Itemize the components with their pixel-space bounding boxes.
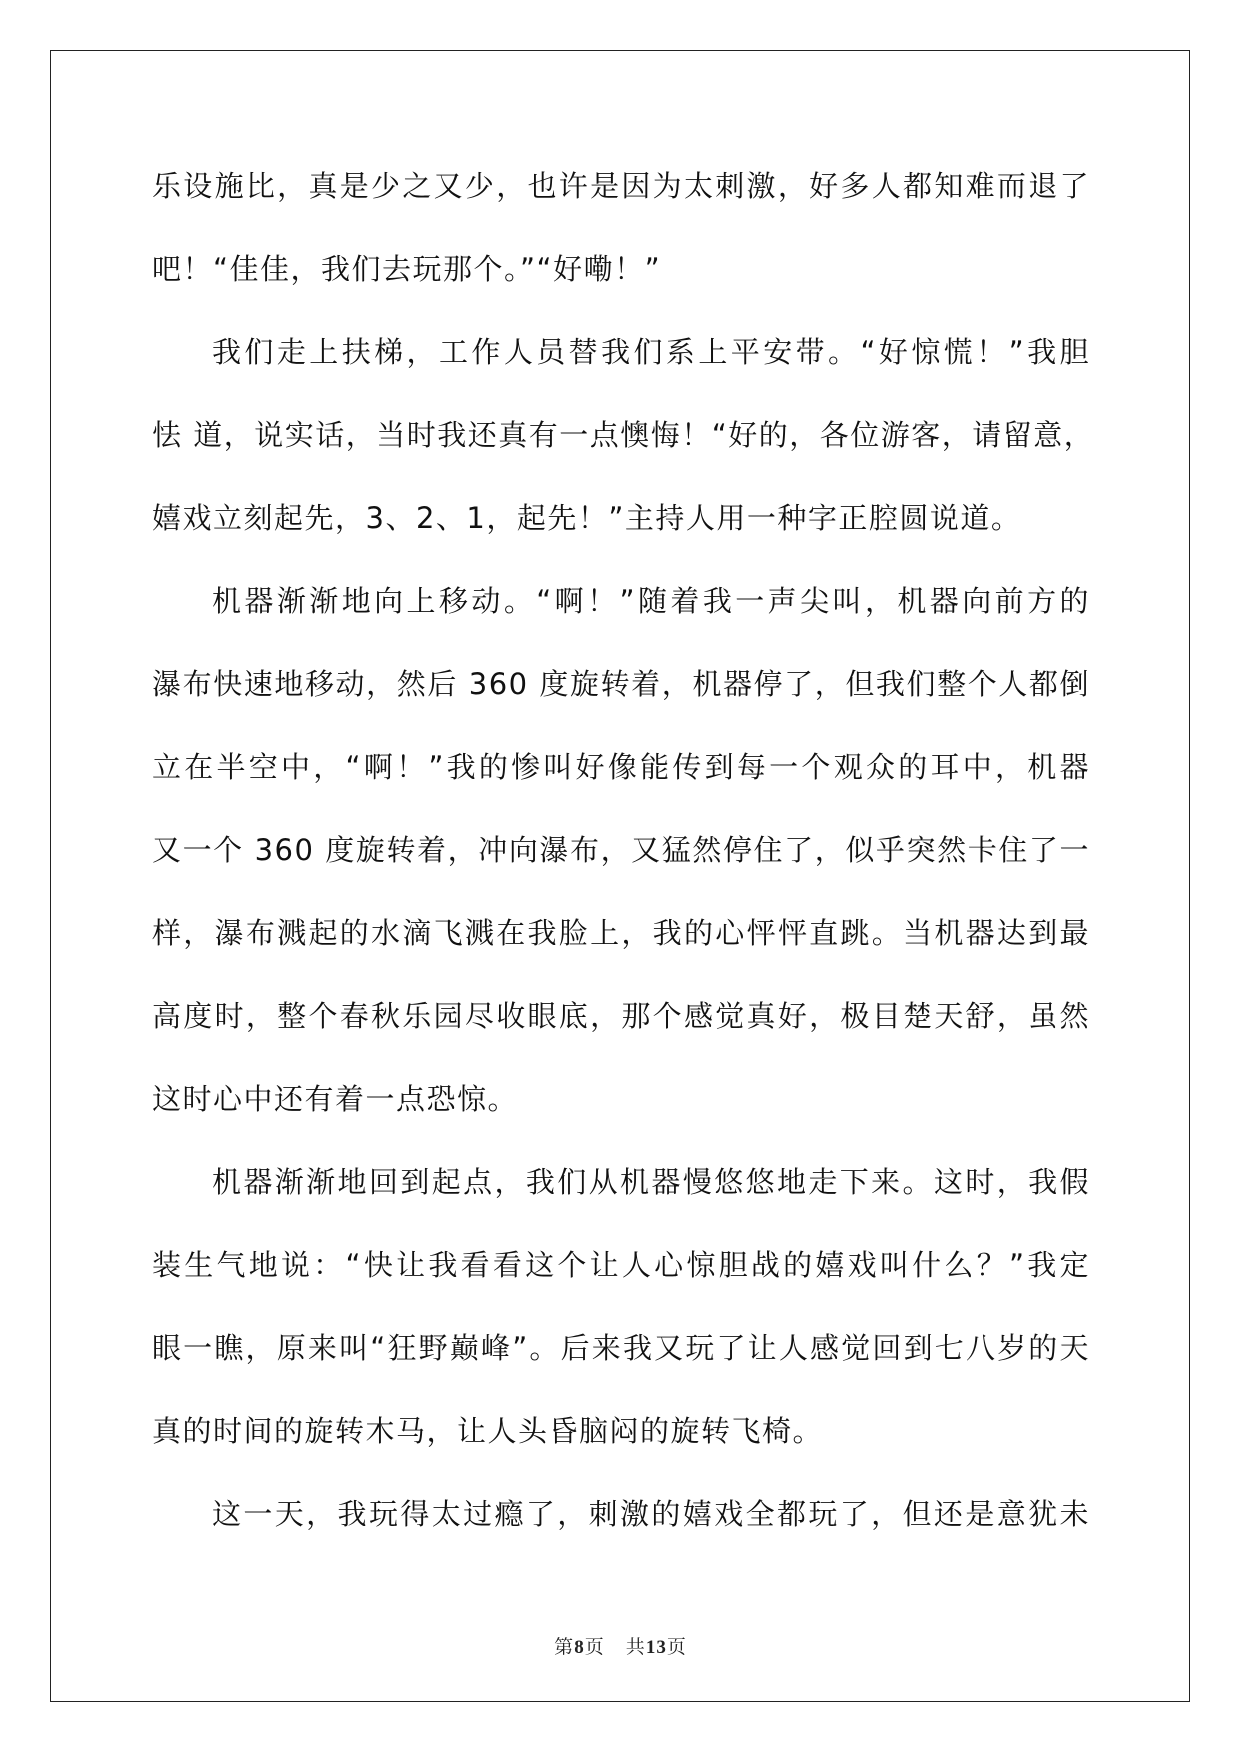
text-line: 嬉戏立刻起先，3、2、1，起先！”主持人用一种字正腔圆说道。	[152, 501, 1022, 535]
footer-prefix: 第	[554, 1636, 575, 1658]
text-line: 样，瀑布溅起的水滴飞溅在我脸上，我的心怦怦直跳。当机器达到最	[152, 916, 1090, 950]
text-line: 眼一瞧，原来叫“狂野巅峰”。后来我又玩了让人感觉回到七八岁的天	[152, 1331, 1090, 1365]
page-footer	[0, 1632, 1241, 1659]
text-line: 立在半空中，“啊！”我的惨叫好像能传到每一个观众的耳中，机器	[152, 750, 1090, 784]
text-line: 又一个 360 度旋转着，冲向瀑布，又猛然停住了，似乎突然卡住了一	[152, 833, 1090, 867]
text-line: 机器渐渐地回到起点，我们从机器慢悠悠地走下来。这时，我假	[212, 1165, 1090, 1199]
document-body	[152, 160, 1095, 1571]
text-line: 机器渐渐地向上移动。“啊！”随着我一声尖叫，机器向前方的	[212, 584, 1090, 618]
text-line: 这一天，我玩得太过瘾了，刺激的嬉戏全都玩了，但还是意犹未	[212, 1497, 1090, 1531]
text-line: 高度时，整个春秋乐园尽收眼底，那个感觉真好，极目楚天舒，虽然	[152, 999, 1090, 1033]
text-line: 乐设施比，真是少之又少，也许是因为太刺激，好多人都知难而退了	[152, 169, 1090, 203]
text-line: 真的时间的旋转木马，让人头昏脑闷的旋转飞椅。	[152, 1414, 824, 1448]
text-line: 瀑布快速地移动，然后 360 度旋转着，机器停了，但我们整个人都倒	[152, 667, 1090, 701]
text-line: 怯 道，说实话，当时我还真有一点懊悔！“好的，各位游客，请留意，	[152, 418, 1095, 452]
text-line: 我们走上扶梯，工作人员替我们系上平安带。“好惊慌！”我胆	[212, 335, 1090, 369]
footer-middle: 页 共	[584, 1636, 646, 1658]
footer-suffix: 页	[666, 1636, 687, 1658]
text-line: 装生气地说：“快让我看看这个让人心惊胆战的嬉戏叫什么？”我定	[152, 1248, 1090, 1282]
text-line: 这时心中还有着一点恐惊。	[152, 1082, 519, 1116]
text-line: 吧！“佳佳，我们去玩那个。”“好嘞！”	[152, 252, 662, 286]
total-page-count: 13	[645, 1637, 667, 1658]
current-page-number: 8	[574, 1637, 585, 1658]
